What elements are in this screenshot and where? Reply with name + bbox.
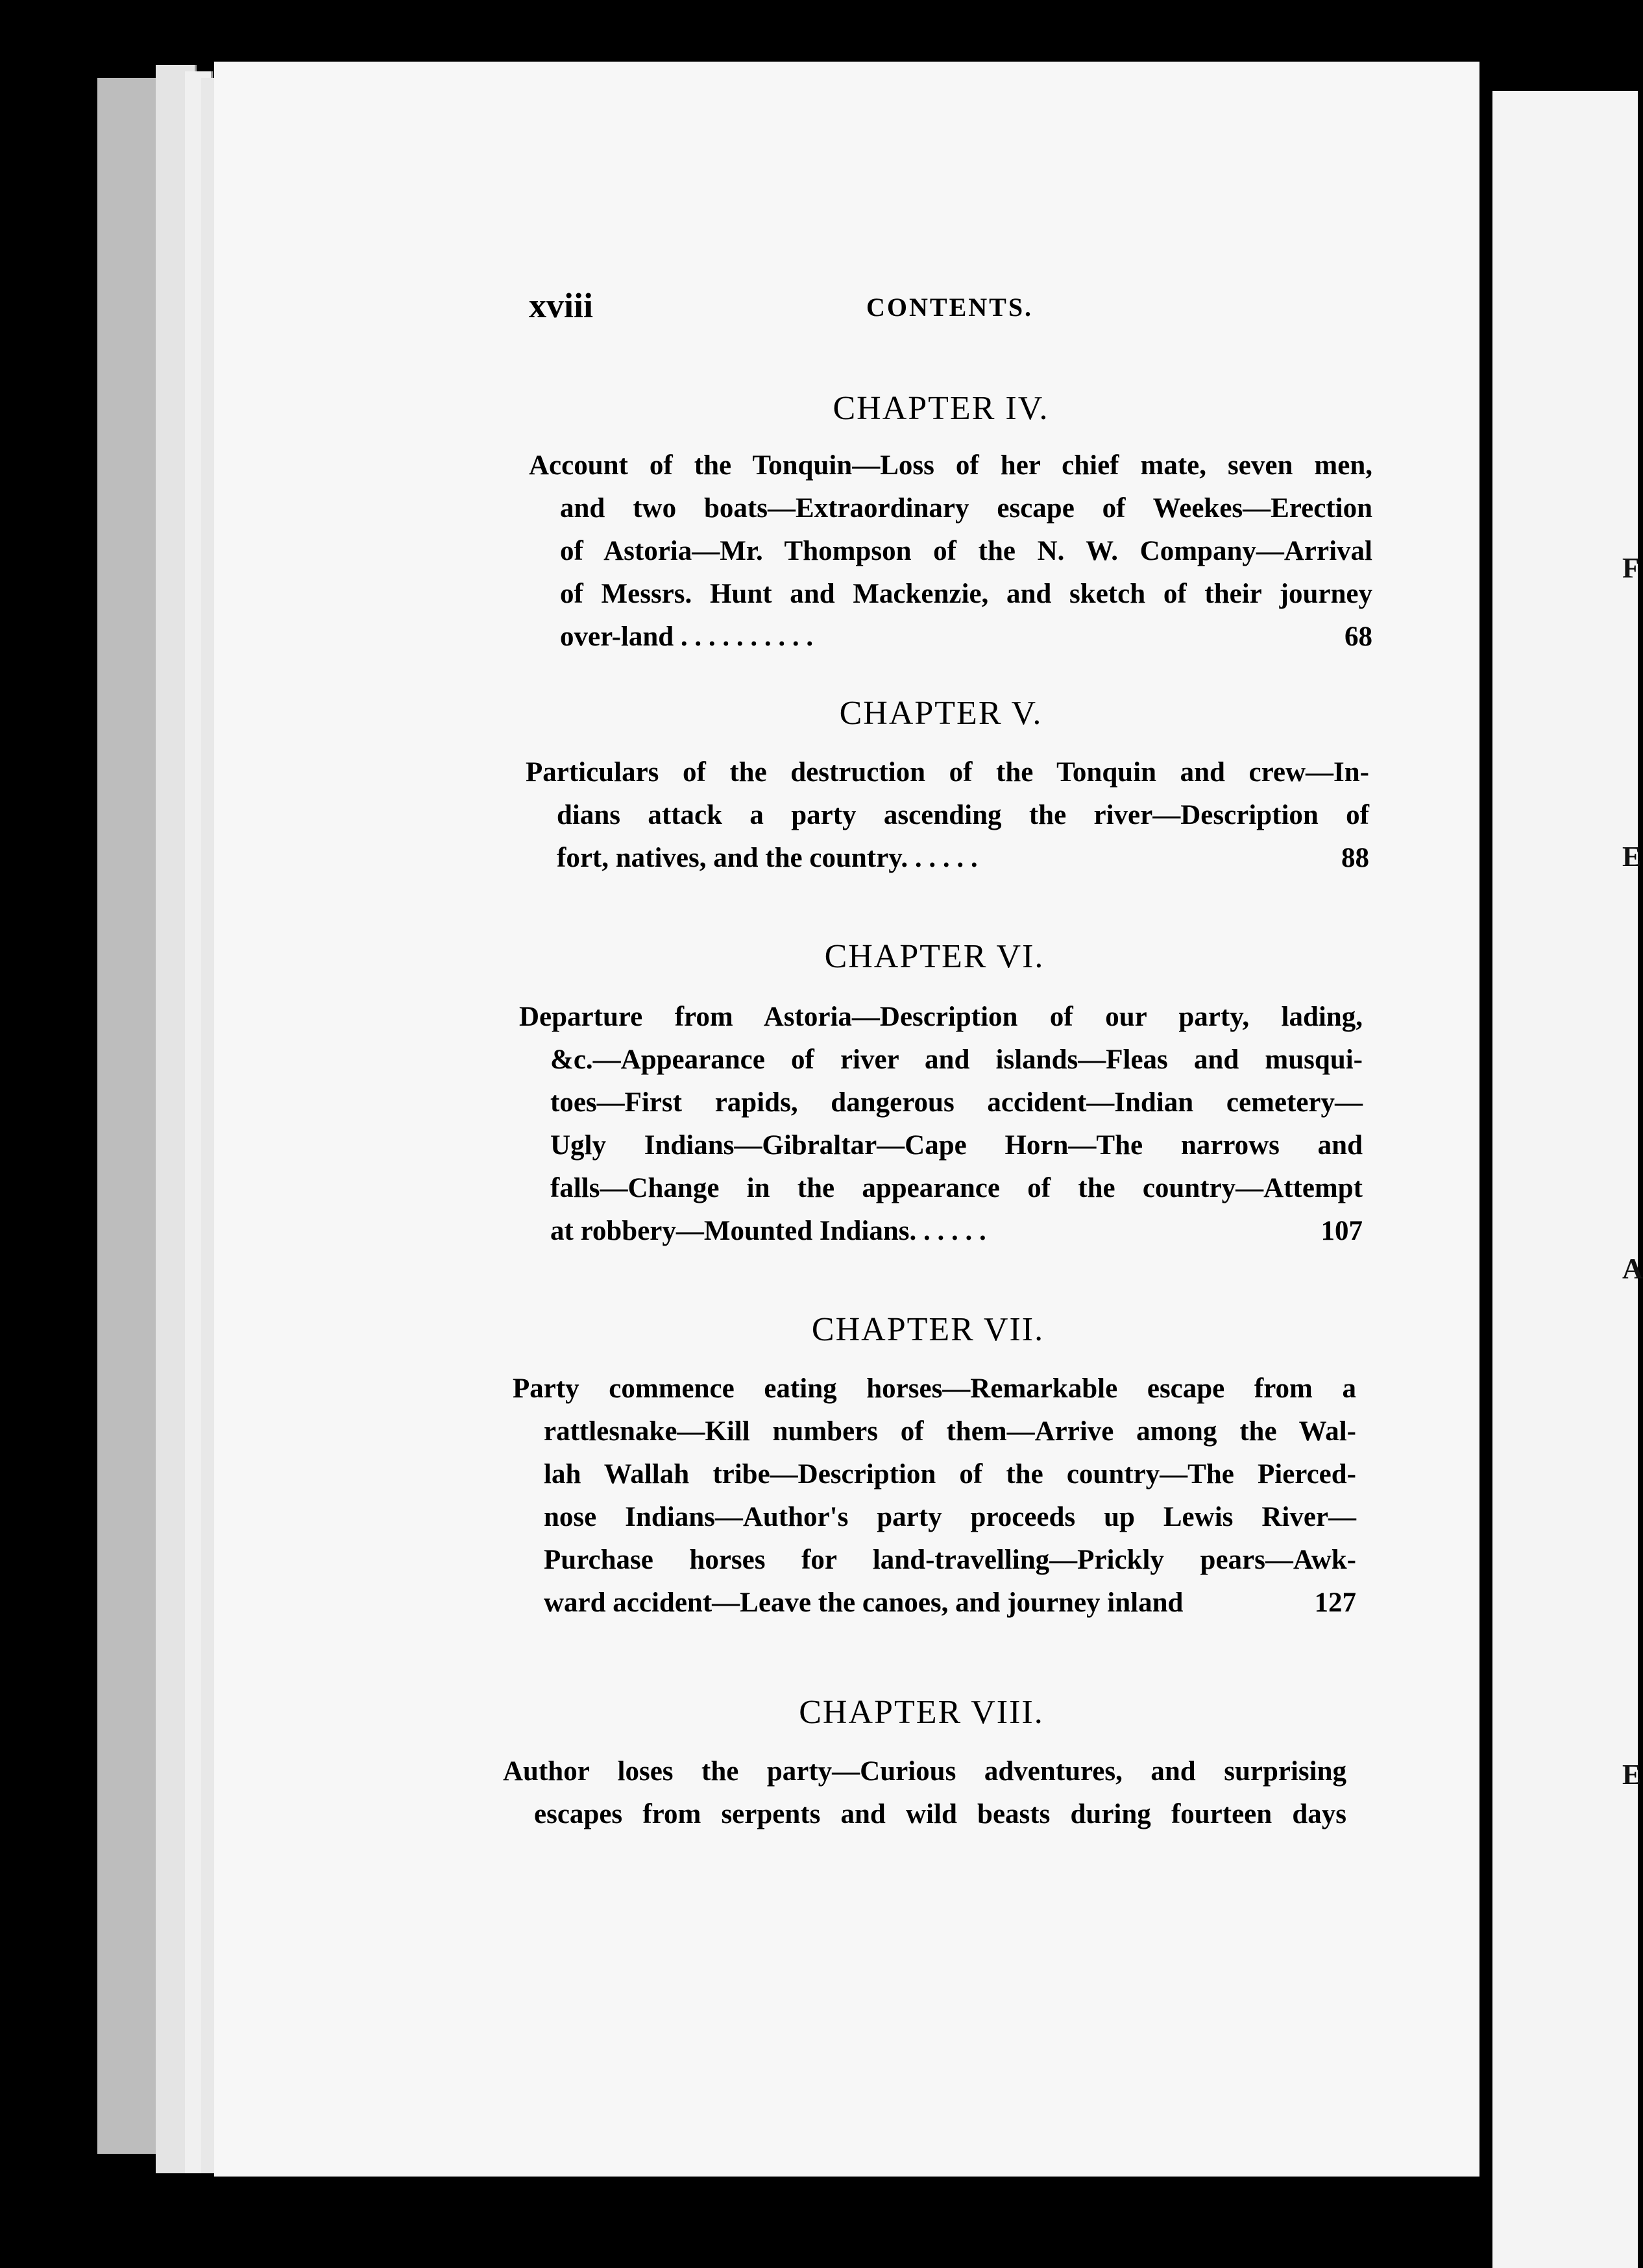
page-folio: xviii: [529, 286, 594, 325]
chapter-entry: [503, 1750, 1346, 1836]
entry-line: Party commence eating horses—Remarkable escape from a: [513, 1373, 1356, 1404]
entry-line: rattlesnake—Kill numbers of them—Arrive among the Wal-: [544, 1416, 1356, 1447]
entry-line: Ugly Indians—Gibraltar—Cape Horn—The narrows and: [550, 1130, 1363, 1161]
entry-line: lah Wallah tribe—Description of the country—The Pierced-: [544, 1459, 1356, 1490]
page-number: 68: [1345, 621, 1372, 652]
page-number: 88: [1341, 843, 1369, 873]
entry-line: Account of the Tonquin—Loss of her chief mate, seven men,: [529, 450, 1372, 481]
chapter-entry: [529, 444, 1372, 658]
entry-line-text: over-land . . . . . . . . . .: [560, 621, 814, 652]
entry-line: falls—Change in the appearance of the country—Attempt: [550, 1173, 1363, 1203]
chapter-title: CHAPTER V.: [839, 695, 1043, 732]
entry-line: &c.—Appearance of river and islands—Fleas and musqui-: [550, 1044, 1363, 1075]
running-title: CONTENTS.: [866, 293, 1034, 322]
entry-line-last: [529, 616, 1372, 658]
facing-page-letter: A: [1622, 1253, 1643, 1285]
entry-line: Author loses the party—Curious adventures, and surprising: [503, 1756, 1346, 1787]
page-header: [529, 285, 1372, 337]
entry-line: toes—First rapids, dangerous accident—Indian cemetery—: [550, 1087, 1363, 1118]
entry-line-last: [526, 837, 1369, 880]
entry-line-text: ward accident—Leave the canoes, and journey inland: [544, 1587, 1184, 1618]
entry-line-text: at robbery—Mounted Indians. . . . . .: [550, 1216, 986, 1246]
entry-line-text: fort, natives, and the country. . . . . .: [557, 843, 978, 873]
chapter-title: CHAPTER VII.: [811, 1311, 1045, 1348]
entry-line: Purchase horses for land-travelling—Prickly pears—Awk-: [544, 1545, 1356, 1575]
entry-line: and two boats—Extraordinary escape of Weekes—Erection: [560, 493, 1372, 524]
entry-line: nose Indians—Author's party proceeds up Lewis River—: [544, 1502, 1356, 1532]
entry-line: dians attack a party ascending the river—Description of: [557, 800, 1369, 830]
entry-line: of Astoria—Mr. Thompson of the N. W. Company—Arrival: [560, 536, 1372, 566]
facing-page-letter: E: [1622, 1759, 1642, 1791]
page-number: 127: [1314, 1587, 1356, 1618]
entry-line: Particulars of the destruction of the Tonquin and crew—In-: [526, 757, 1369, 788]
facing-page-letter: F: [1622, 552, 1640, 584]
entry-line-last: [513, 1582, 1356, 1624]
facing-page-letter: E: [1622, 841, 1642, 873]
chapter-entry: [513, 1368, 1356, 1624]
chapter-title: CHAPTER IV.: [833, 390, 1049, 427]
chapter-title: CHAPTER VIII.: [799, 1694, 1044, 1731]
page-number: 107: [1320, 1216, 1363, 1246]
facing-page: [1492, 91, 1638, 2268]
chapter-entry: [519, 996, 1363, 1253]
chapter-entry: [526, 751, 1369, 880]
entry-line: escapes from serpents and wild beasts during fourteen days: [534, 1799, 1346, 1829]
entry-line-last: [519, 1210, 1363, 1253]
chapter-title: CHAPTER VI.: [824, 938, 1045, 975]
entry-line: Departure from Astoria—Description of our party, lading,: [519, 1002, 1363, 1032]
entry-line: of Messrs. Hunt and Mackenzie, and sketch of their journey: [560, 579, 1372, 609]
